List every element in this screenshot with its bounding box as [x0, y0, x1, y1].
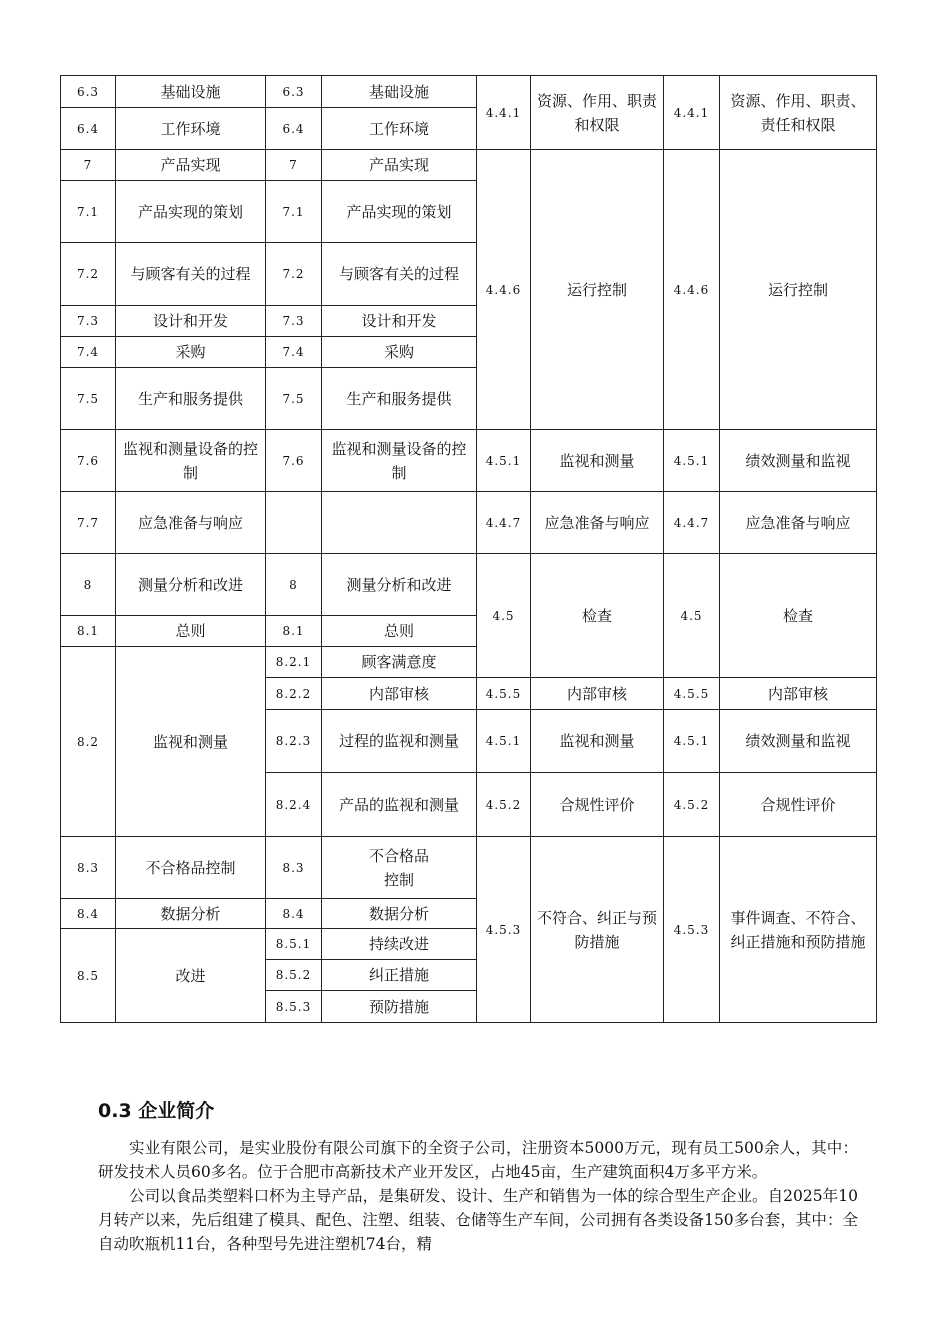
table-cell: 预防措施: [322, 991, 477, 1023]
table-cell: 设计和开发: [116, 306, 266, 337]
table-row: [61, 150, 877, 181]
table-row: [61, 554, 877, 616]
table-cell: 数据分析: [322, 899, 477, 929]
table-cell: 监视和测量设备的控制: [322, 430, 477, 492]
table-cell: 与顾客有关的过程: [322, 243, 477, 306]
table-cell: 合规性评价: [531, 773, 664, 837]
table-cell: 运行控制: [531, 150, 664, 430]
table-cell: 7.5: [61, 368, 116, 430]
table-cell: 产品实现的策划: [322, 181, 477, 243]
table-cell: 测量分析和改进: [116, 554, 266, 616]
table-cell: 内部审核: [720, 678, 877, 710]
table-cell: 4.5: [477, 554, 531, 678]
table-cell: 过程的监视和测量: [322, 710, 477, 773]
table-cell: 绩效测量和监视: [720, 430, 877, 492]
table-cell: 数据分析: [116, 899, 266, 929]
table-cell: 8.5.3: [266, 991, 322, 1023]
table-cell: 8.2.3: [266, 710, 322, 773]
table-cell: 4.5.5: [664, 678, 720, 710]
table-cell: 8.2: [61, 647, 116, 837]
table-cell: 7.4: [266, 337, 322, 368]
table-cell: 7: [266, 150, 322, 181]
table-cell: 监视和测量: [116, 647, 266, 837]
table-cell: 4.5.5: [477, 678, 531, 710]
table-cell: 4.5.1: [664, 710, 720, 773]
table-cell: 资源、作用、职责和权限: [531, 76, 664, 150]
table-row: [61, 76, 877, 108]
table-cell: 7.1: [61, 181, 116, 243]
table-cell: 产品的监视和测量: [322, 773, 477, 837]
table-cell: 测量分析和改进: [322, 554, 477, 616]
table-cell: 7.7: [61, 492, 116, 554]
table-cell: 4.4.1: [664, 76, 720, 150]
table-cell: [266, 492, 322, 554]
table-cell: 应急准备与响应: [720, 492, 877, 554]
table-cell: 总则: [322, 616, 477, 647]
table-cell: 8.1: [266, 616, 322, 647]
table-cell: 事件调查、不符合、纠正措施和预防措施: [720, 837, 877, 1023]
table-cell: 顾客满意度: [322, 647, 477, 678]
table-cell: 7.3: [61, 306, 116, 337]
table-cell: 7.6: [266, 430, 322, 492]
table-cell: 8.4: [266, 899, 322, 929]
table-cell: 不合格品控制: [116, 837, 266, 899]
table-cell: 产品实现: [116, 150, 266, 181]
table-cell: 8: [61, 554, 116, 616]
table-cell: 8.3: [266, 837, 322, 899]
table-cell: 不符合、纠正与预防措施: [531, 837, 664, 1023]
table-cell: 8.5.2: [266, 960, 322, 991]
table-cell: 改进: [116, 929, 266, 1023]
table-cell: 采购: [322, 337, 477, 368]
table-cell: 8.3: [61, 837, 116, 899]
table-cell: 4.5.2: [477, 773, 531, 837]
table-cell: [322, 492, 477, 554]
table-cell: 6.3: [266, 76, 322, 108]
table-cell: 工作环境: [116, 108, 266, 150]
table-cell: 7.4: [61, 337, 116, 368]
table-cell: 基础设施: [116, 76, 266, 108]
table-cell: 7.6: [61, 430, 116, 492]
table-cell: 7.5: [266, 368, 322, 430]
table-cell: 4.5.1: [664, 430, 720, 492]
table-cell: 7.2: [61, 243, 116, 306]
table-cell: 6.4: [61, 108, 116, 150]
table-cell: 8.2.2: [266, 678, 322, 710]
table-cell: 应急准备与响应: [531, 492, 664, 554]
table-cell: 内部审核: [531, 678, 664, 710]
table-cell: 4.4.7: [664, 492, 720, 554]
table-cell: 生产和服务提供: [116, 368, 266, 430]
table-cell: 纠正措施: [322, 960, 477, 991]
table-cell: 基础设施: [322, 76, 477, 108]
table-cell: 4.5.3: [664, 837, 720, 1023]
table-cell: 7: [61, 150, 116, 181]
table-cell: 8.1: [61, 616, 116, 647]
section-body: [98, 1136, 858, 1256]
table-cell: 不合格品控制: [322, 837, 477, 899]
table-cell: 持续改进: [322, 929, 477, 960]
table-cell: 应急准备与响应: [116, 492, 266, 554]
table-cell: 监视和测量: [531, 430, 664, 492]
table-cell: 检查: [531, 554, 664, 678]
table-cell: 4.4.6: [664, 150, 720, 430]
paragraph: 实业有限公司，是实业股份有限公司旗下的全资子公司，注册资本5000万元，现有员工500余人，其中：研发技术人员60多名。位于合肥市高新技术产业开发区，占地45亩，生产建筑面积4万多平方米。: [98, 1139, 858, 1181]
table-cell: 7.3: [266, 306, 322, 337]
table-cell: 4.4.6: [477, 150, 531, 430]
table-cell: 监视和测量设备的控制: [116, 430, 266, 492]
table-cell: 设计和开发: [322, 306, 477, 337]
table-cell: 绩效测量和监视: [720, 710, 877, 773]
table-cell: 与顾客有关的过程: [116, 243, 266, 306]
standards-mapping-table: [60, 75, 877, 1023]
paragraph: 公司以食品类塑料口杯为主导产品，是集研发、设计、生产和销售为一体的综合型生产企业。自2025年10月转产以来，先后组建了模具、配色、注塑、组装、仓储等生产车间，公司拥有各类设备150多台套，其中：全自动吹瓶机11台，各种型号先进注塑机74台，精: [98, 1187, 858, 1253]
table-cell: 生产和服务提供: [322, 368, 477, 430]
table-cell: 内部审核: [322, 678, 477, 710]
table-cell: 检查: [720, 554, 877, 678]
table-cell: 7.2: [266, 243, 322, 306]
table-cell: 8.5: [61, 929, 116, 1023]
table-cell: 合规性评价: [720, 773, 877, 837]
table-cell: 4.5.1: [477, 430, 531, 492]
table-cell: 8: [266, 554, 322, 616]
table-row: [61, 837, 877, 899]
table-cell: 监视和测量: [531, 710, 664, 773]
table-cell: 运行控制: [720, 150, 877, 430]
table-cell: 8.4: [61, 899, 116, 929]
table-cell: 4.5.1: [477, 710, 531, 773]
table-row: [61, 492, 877, 554]
table-cell: 产品实现的策划: [116, 181, 266, 243]
table-cell: 8.2.1: [266, 647, 322, 678]
section-heading: 0.3 企业简介: [98, 1100, 215, 1122]
table-cell: 6.4: [266, 108, 322, 150]
table-cell: 采购: [116, 337, 266, 368]
table-cell: 资源、作用、职责、责任和权限: [720, 76, 877, 150]
table-cell: 4.5.2: [664, 773, 720, 837]
table-cell: 总则: [116, 616, 266, 647]
table-cell: 8.2.4: [266, 773, 322, 837]
table-cell: 8.5.1: [266, 929, 322, 960]
table-cell: 4.5: [664, 554, 720, 678]
table-cell: 产品实现: [322, 150, 477, 181]
table-cell: 工作环境: [322, 108, 477, 150]
table-cell: 4.4.1: [477, 76, 531, 150]
table-cell: 4.4.7: [477, 492, 531, 554]
table-cell: 6.3: [61, 76, 116, 108]
table-row: [61, 430, 877, 492]
table-cell: 7.1: [266, 181, 322, 243]
table-cell: 4.5.3: [477, 837, 531, 1023]
